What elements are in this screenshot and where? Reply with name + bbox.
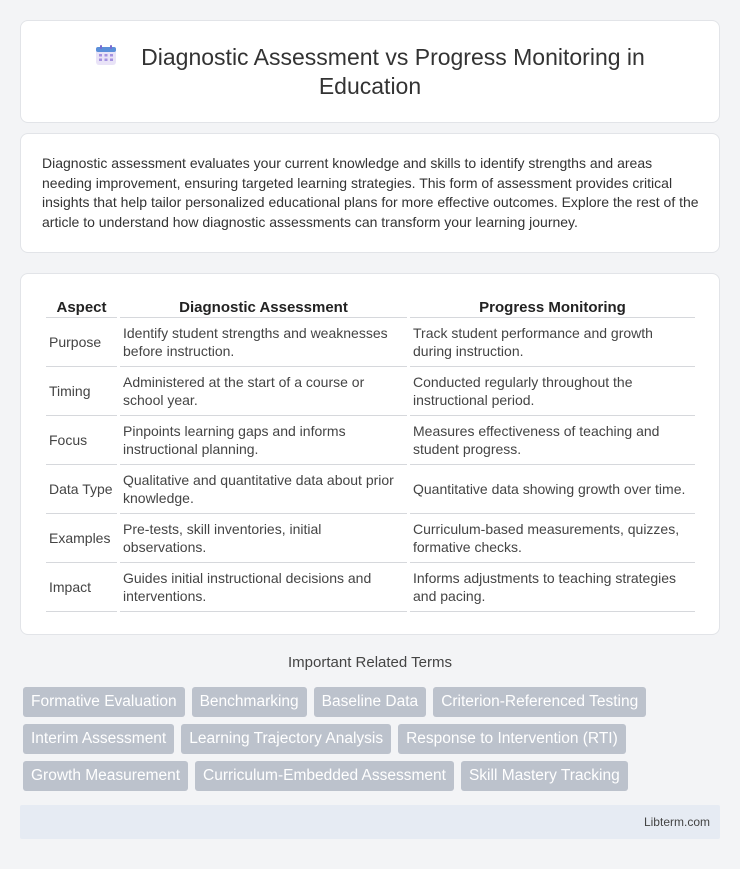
row-progress: Measures effectiveness of teaching and student progress.	[410, 416, 695, 465]
term-tag[interactable]: Interim Assessment	[23, 724, 174, 754]
term-tag[interactable]: Growth Measurement	[23, 761, 188, 791]
term-tag[interactable]: Benchmarking	[192, 687, 307, 717]
row-progress: Track student performance and growth during instruction.	[410, 318, 695, 367]
term-tag[interactable]: Learning Trajectory Analysis	[181, 724, 391, 754]
term-tag[interactable]: Response to Intervention (RTI)	[398, 724, 626, 754]
row-aspect: Timing	[46, 367, 117, 416]
row-aspect: Purpose	[46, 318, 117, 367]
term-row	[23, 761, 723, 791]
row-progress: Informs adjustments to teaching strategies and pacing.	[410, 563, 695, 612]
title-line-1: Diagnostic Assessment vs Progress Monitoring in	[141, 44, 645, 70]
intro-card	[20, 133, 720, 253]
footer-site-link[interactable]: Libterm.com	[643, 815, 710, 829]
term-tag[interactable]: Curriculum-Embedded Assessment	[195, 761, 454, 791]
calendar-icon	[95, 44, 117, 66]
row-progress: Quantitative data showing growth over time.	[410, 465, 695, 514]
row-aspect: Focus	[46, 416, 117, 465]
related-terms-list	[23, 687, 723, 798]
table-row	[46, 563, 695, 612]
column-header-aspect: Aspect	[46, 295, 117, 318]
table-row	[46, 318, 695, 367]
term-row	[23, 724, 723, 754]
row-aspect: Impact	[46, 563, 117, 612]
row-diagnostic: Guides initial instructional decisions and interventions.	[120, 563, 407, 612]
table-row	[46, 416, 695, 465]
title-line-2: Education	[318, 73, 422, 99]
column-header-diagnostic: Diagnostic Assessment	[120, 295, 407, 318]
column-header-progress: Progress Monitoring	[410, 295, 695, 318]
row-diagnostic: Administered at the start of a course or school year.	[120, 367, 407, 416]
row-diagnostic: Pinpoints learning gaps and informs instructional planning.	[120, 416, 407, 465]
row-progress: Curriculum-based measurements, quizzes, formative checks.	[410, 514, 695, 563]
term-row	[23, 687, 723, 717]
table-row	[46, 367, 695, 416]
term-tag[interactable]: Baseline Data	[314, 687, 427, 717]
row-progress: Conducted regularly throughout the instructional period.	[410, 367, 695, 416]
row-diagnostic: Identify student strengths and weaknesses before instruction.	[120, 318, 407, 367]
row-aspect: Data Type	[46, 465, 117, 514]
table-row	[46, 514, 695, 563]
table-header-row	[46, 295, 695, 318]
row-diagnostic: Pre-tests, skill inventories, initial observations.	[120, 514, 407, 563]
intro-paragraph: Diagnostic assessment evaluates your current knowledge and skills to identify strengths and areas needing improvement, ensuring targeted learning strategies. This form of assessment provides critical insights that help tailor personalized educational plans for more effective outcomes. Explore the rest of the article to understand how diagnostic assessments can transform your learning journey.	[42, 155, 699, 230]
related-terms-heading: Important Related Terms	[288, 654, 452, 671]
comparison-card	[20, 273, 720, 635]
term-tag[interactable]: Formative Evaluation	[23, 687, 185, 717]
term-tag[interactable]: Skill Mastery Tracking	[461, 761, 628, 791]
table-row	[46, 465, 695, 514]
footer	[20, 805, 720, 839]
comparison-table	[43, 295, 698, 612]
row-diagnostic: Qualitative and quantitative data about prior knowledge.	[120, 465, 407, 514]
row-aspect: Examples	[46, 514, 117, 563]
title-card	[20, 20, 720, 123]
term-tag[interactable]: Criterion-Referenced Testing	[433, 687, 646, 717]
page-title	[21, 43, 719, 101]
